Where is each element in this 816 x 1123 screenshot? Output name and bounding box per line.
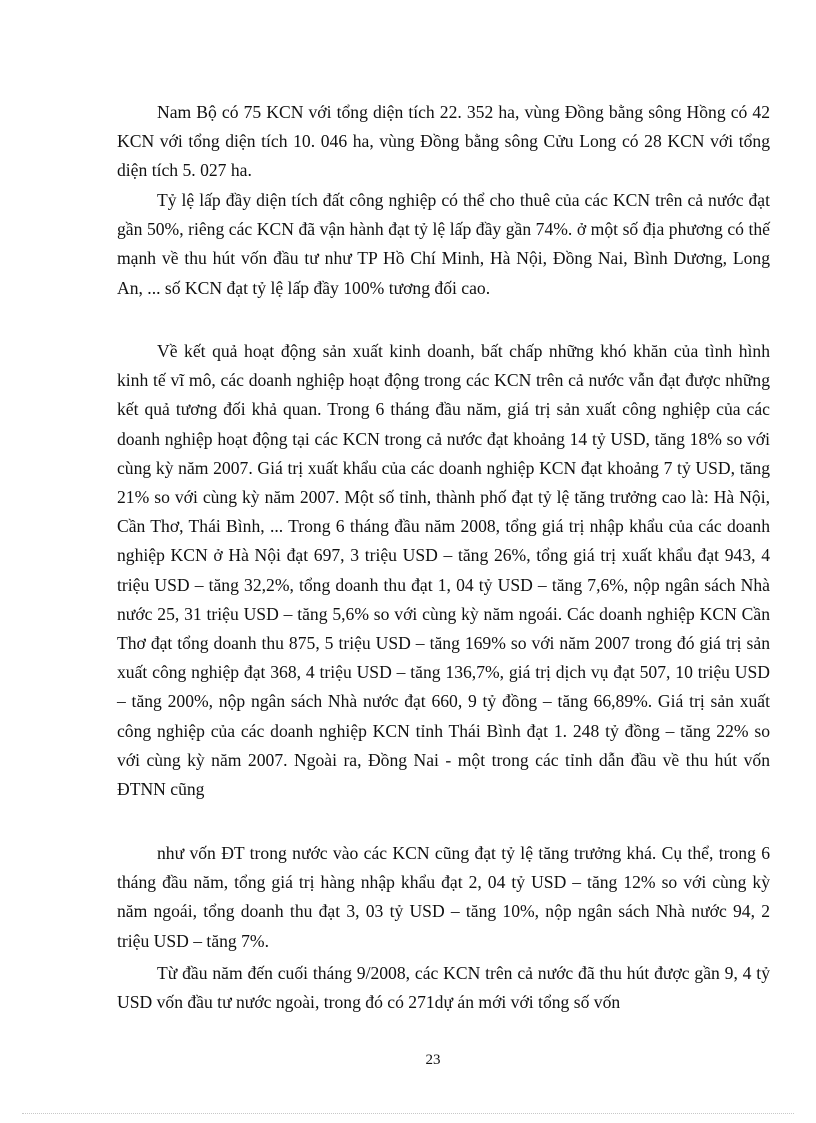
paragraph-dong-nai-results: như vốn ĐT trong nước vào các KCN cũng đạt tỷ lệ tăng trưởng khá. Cụ thể, trong 6 tháng đầu năm, tổng giá trị hàng nhập khẩu đạt 2, 04 tỷ USD – tăng 12% so với cùng kỳ năm ngoái, tổng doanh thu đạt 3, 03 tỷ USD – tăng 10%, nộp ngân sách Nhà nước 94, 2 triệu USD – tăng 7%. [117, 843, 770, 951]
paragraph-business-results: Về kết quả hoạt động sản xuất kinh doanh, bất chấp những khó khăn của tình hình kinh tế vĩ mô, các doanh nghiệp hoạt động trong các KCN trên cả nước vẫn đạt được những kết quả tương đối khả quan. Trong 6 tháng đầu năm, giá trị sản xuất công nghiệp của các doanh nghiệp hoạt động tại các KCN trong cả nước đạt khoảng 14 tỷ USD, tăng 18% so với cùng kỳ năm 2007. Giá trị xuất khẩu của các doanh nghiệp KCN đạt khoảng 7 tỷ USD, tăng 21% so với cùng kỳ năm 2007. Một số tỉnh, thành phố đạt tỷ lệ tăng trưởng cao là: Hà Nội, Cần Thơ, Thái Bình, ... Trong 6 tháng đầu năm 2008, tổng giá trị nhập khẩu của các doanh nghiệp KCN ở Hà Nội đạt 697, 3 triệu USD – tăng 26%, tổng giá trị xuất khẩu đạt 943, 4 triệu USD – tăng 32,2%, tổng doanh thu đạt 1, 04 tỷ USD – tăng 7,6%, nộp ngân sách Nhà nước 25, 31 triệu USD – tăng 5,6% so với cùng kỳ năm ngoái. Các doanh nghiệp KCN Cần Thơ đạt tổng doanh thu 875, 5 triệu USD – tăng 169% so với năm 2007 trong đó giá trị sản xuất công nghiệp đạt 368, 4 triệu USD – tăng 136,7%, giá trị dịch vụ đạt 507, 10 triệu USD – tăng 200%, nộp ngân sách Nhà nước đạt 660, 9 tỷ đồng – tăng 66,89%. Giá trị sản xuất công nghiệp của các doanh nghiệp KCN tỉnh Thái Bình đạt 1. 248 tỷ đồng – tăng 22% so với cùng kỳ năm 2007. Ngoài ra, Đồng Nai - một trong các tỉnh dẫn đầu về thu hút vốn ĐTNN cũng [117, 341, 770, 800]
paragraph-fdi-attraction: Từ đầu năm đến cuối tháng 9/2008, các KCN trên cả nước đã thu hút được gần 9, 4 tỷ USD vốn đầu tư nước ngoài, trong đó có 271dự án mới với tổng số vốn [117, 963, 770, 1013]
page-number: 23 [425, 1052, 441, 1068]
paragraph-occupancy-rate: Tỷ lệ lấp đầy diện tích đất công nghiệp có thể cho thuê của các KCN trên cả nước đạt gần 50%, riêng các KCN đã vận hành đạt tỷ lệ lấp đầy gần 74%. ở một số địa phương có thế mạnh về thu hút vốn đầu tư như TP Hồ Chí Minh, Hà Nội, Đồng Nai, Bình Dương, Long An, ... số KCN đạt tỷ lệ lấp đầy 100% tương đối cao. [117, 190, 770, 298]
paragraph-industrial-zones-by-region: Nam Bộ có 75 KCN với tổng diện tích 22. 352 ha, vùng Đồng bằng sông Hồng có 42 KCN với tổng diện tích 10. 046 ha, vùng Đồng bằng sông Cửu Long có 28 KCN với tổng diện tích 5. 027 ha. [117, 102, 770, 181]
page-bottom-divider [22, 1113, 794, 1114]
